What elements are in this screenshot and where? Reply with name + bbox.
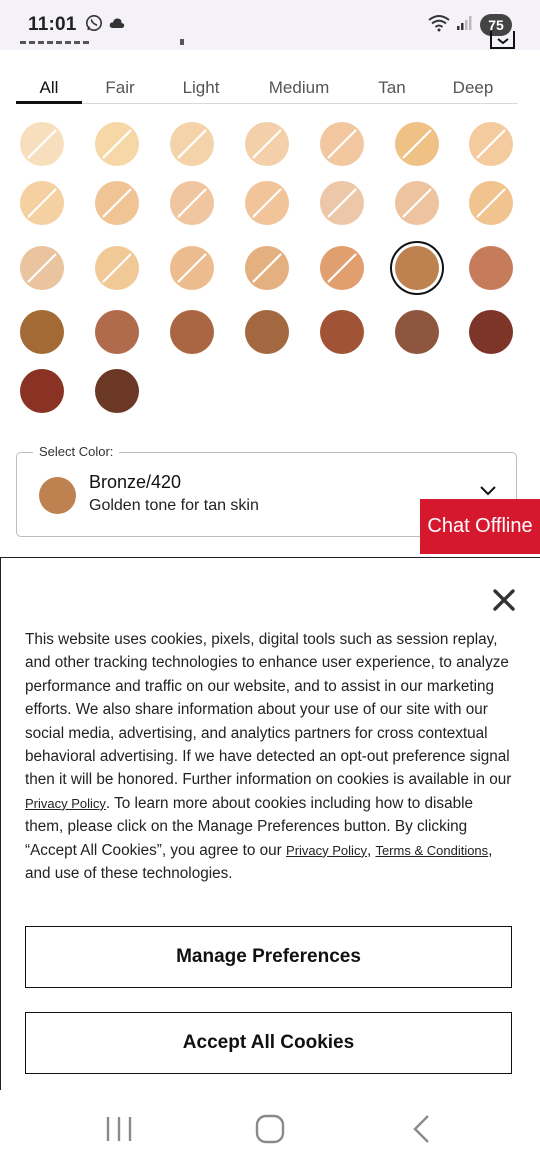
tab-light[interactable]: Light	[182, 78, 220, 97]
shade-swatch[interactable]	[170, 122, 214, 166]
shade-swatch[interactable]	[395, 181, 439, 225]
shade-swatch[interactable]	[320, 181, 364, 225]
shade-swatch[interactable]	[245, 122, 289, 166]
tab-medium[interactable]: Medium	[268, 78, 330, 97]
battery-icon: 75	[480, 14, 512, 36]
shade-swatch[interactable]	[20, 369, 64, 413]
shade-swatch[interactable]	[245, 246, 289, 290]
shade-tabs	[16, 70, 518, 104]
selected-color-name: Bronze/420	[89, 472, 182, 492]
selected-color-swatch	[39, 477, 76, 514]
cookie-consent-text: This website uses cookies, pixels, digital tools such as session replay, and other tracking technologies to enhance user experience, to analyze performance and traffic on our website, and to assist in our marketing efforts. We also share information about your use of our site with our social media, advertising, and analytics partners for cross contextual behavioral advertising. If we have detected an opt-out preference signal then it will be honored. Further information on cookies is available in our Privacy Policy. To learn more about cookies including how to disable them, please click on the Manage Preferences button. By clicking “Accept All Cookies”, you agree to our Privacy Policy, Terms & Conditions, and use of these technologies.	[25, 631, 512, 883]
shade-swatch[interactable]	[20, 310, 64, 354]
shade-swatch[interactable]	[245, 181, 289, 225]
shade-swatch[interactable]	[170, 310, 214, 354]
tab-deep[interactable]: Deep	[452, 78, 494, 97]
bag-icon[interactable]	[490, 30, 516, 55]
manage-preferences-button[interactable]: Manage Preferences	[25, 926, 512, 988]
shade-swatch[interactable]	[320, 122, 364, 166]
shade-swatch[interactable]	[20, 122, 64, 166]
chat-offline-button[interactable]: Chat Offline	[420, 499, 540, 554]
shade-swatch[interactable]	[20, 181, 64, 225]
shade-swatch[interactable]	[395, 310, 439, 354]
shade-swatch[interactable]	[170, 246, 214, 290]
shade-swatch[interactable]	[170, 181, 214, 225]
privacy-policy-link[interactable]: Privacy Policy	[25, 795, 106, 811]
cookie-consent-panel	[0, 557, 540, 1090]
system-nav-bar	[0, 1090, 540, 1170]
shade-swatch[interactable]	[95, 181, 139, 225]
shade-swatch-selected[interactable]	[395, 246, 439, 290]
shade-swatch[interactable]	[95, 310, 139, 354]
shade-swatch[interactable]	[95, 246, 139, 290]
tab-all[interactable]: All	[16, 70, 82, 104]
terms-conditions-link[interactable]: Terms & Conditions	[375, 842, 489, 858]
select-color-label: Select Color:	[33, 444, 119, 459]
shade-swatch[interactable]	[395, 122, 439, 166]
close-icon[interactable]	[492, 588, 516, 612]
tab-tan[interactable]: Tan	[378, 78, 406, 97]
shade-swatch[interactable]	[469, 181, 513, 225]
shade-swatch[interactable]	[95, 122, 139, 166]
shade-swatch[interactable]	[245, 310, 289, 354]
shade-swatch[interactable]	[320, 246, 364, 290]
tab-fair[interactable]: Fair	[105, 78, 135, 97]
privacy-policy-link-2[interactable]: Privacy Policy	[286, 842, 367, 858]
shade-swatch[interactable]	[469, 246, 513, 290]
shade-swatch[interactable]	[95, 369, 139, 413]
shade-swatch[interactable]	[20, 246, 64, 290]
home-icon[interactable]	[254, 1114, 286, 1149]
back-icon[interactable]	[410, 1114, 432, 1149]
shade-swatch[interactable]	[469, 310, 513, 354]
shade-swatch[interactable]	[320, 310, 364, 354]
cloud-icon	[109, 16, 125, 34]
selected-color-description: Golden tone for tan skin	[89, 497, 259, 514]
signal-icon	[456, 15, 474, 36]
shade-swatch[interactable]	[469, 122, 513, 166]
recent-apps-icon[interactable]	[104, 1114, 134, 1149]
cropped-header-remnant	[20, 34, 220, 46]
accept-all-cookies-button[interactable]: Accept All Cookies	[25, 1012, 512, 1074]
wifi-icon	[428, 14, 450, 37]
status-time: 11:01	[28, 14, 77, 35]
